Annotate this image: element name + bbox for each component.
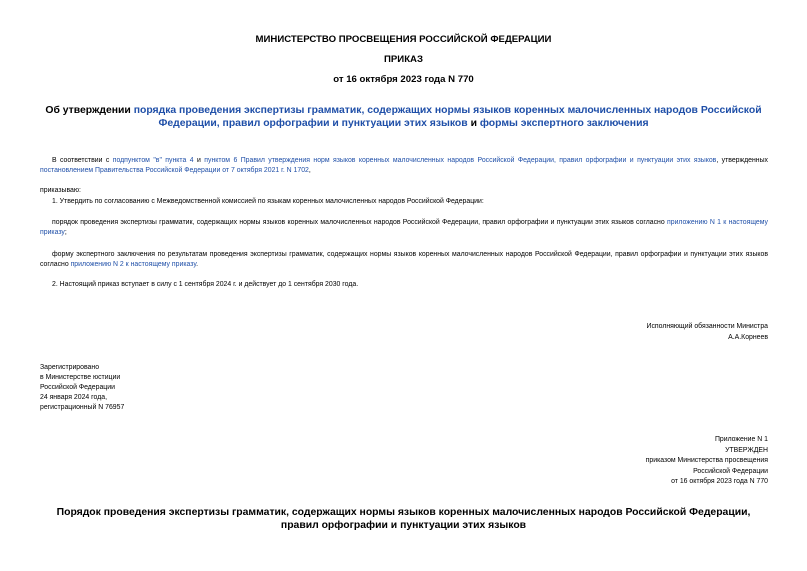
order-word: приказываю: bbox=[40, 187, 81, 194]
item-1-procedure-end: ; bbox=[64, 229, 67, 236]
signature-block bbox=[647, 322, 768, 343]
title-middle: и bbox=[470, 118, 477, 129]
registration-line-2: в Министерстве юстиции bbox=[40, 374, 121, 381]
preamble-paragraph bbox=[40, 156, 768, 176]
item-1-procedure bbox=[40, 218, 768, 238]
item-2: 2. Настоящий приказ вступает в силу с 1 сентября 2024 г. и действует до 1 сентября 2030 года. bbox=[52, 281, 359, 288]
registration-line-1: Зарегистрировано bbox=[40, 364, 100, 371]
item-1: 1. Утвердить по согласованию с Межведомственной комиссией по языкам коренных малочисленных народов Российской Федерации: bbox=[52, 198, 484, 205]
ministry-heading: МИНИСТЕРСТВО ПРОСВЕЩЕНИЯ РОССИЙСКОЙ ФЕДЕРАЦИИ bbox=[255, 34, 552, 45]
registration-line-3: Российской Федерации bbox=[40, 384, 115, 391]
signature-position: Исполняющий обязанности Министра bbox=[646, 323, 768, 330]
link-government-resolution[interactable]: постановлением Правительства Российской Федерации от 7 октября 2021 г. N 1702 bbox=[40, 167, 309, 174]
item-1-procedure-text: порядок проведения экспертизы грамматик, содержащих нормы языков коренных малочисленных народов Российской Федерации, правил орфографии и пунктуации этих языков согласно bbox=[52, 219, 665, 226]
preamble-text-1: В соответствии с bbox=[52, 157, 110, 164]
appendix-line-1: Приложение N 1 bbox=[714, 436, 768, 443]
item-1-form-end: . bbox=[196, 261, 199, 268]
preamble-text-3: , утвержденных bbox=[716, 157, 768, 164]
appendix-line-3: приказом Министерства просвещения bbox=[645, 457, 768, 464]
item-1-form-text: форму экспертного заключения по результатам проведения экспертизы грамматик, содержащих нормы языков коренных малочисленных народов Российской Федерации, правил орфографии и пунктуации этих языков согласно bbox=[40, 251, 768, 268]
appendix-line-5: от 16 октября 2023 года N 770 bbox=[671, 478, 768, 485]
link-subpoint-v-point-4[interactable]: подпунктом "в" пункта 4 bbox=[112, 157, 194, 164]
appendix-approval-block bbox=[646, 435, 768, 488]
document-title bbox=[40, 104, 767, 130]
preamble-text-4: , bbox=[308, 167, 311, 174]
appendix-line-4: Российской Федерации bbox=[693, 467, 768, 475]
title-prefix: Об утверждении bbox=[45, 105, 131, 116]
registration-line-5: регистрационный N 76957 bbox=[40, 404, 125, 411]
title-link-form[interactable]: формы экспертного заключения bbox=[479, 118, 649, 129]
appendix-line-2: УТВЕРЖДЕН bbox=[725, 446, 768, 454]
signature-name: А.А.Корнеев bbox=[728, 333, 768, 341]
registration-block bbox=[40, 363, 124, 413]
document-date-number: от 16 октября 2023 года N 770 bbox=[333, 74, 474, 85]
link-point-6-rules[interactable]: пунктом 6 Правил утверждения норм языков коренных малочисленных народов Российской Федерации, правил орфографии и пунктуации этих языков bbox=[204, 157, 717, 164]
link-appendix-1[interactable]: приложению N 1 к настоящему приказу bbox=[40, 219, 768, 236]
appendix-title: Порядок проведения экспертизы грамматик, содержащих нормы языков коренных малочисленных народов Российской Федерации, правил орфографии и пунктуации этих языков bbox=[56, 507, 751, 531]
preamble-text-2: и bbox=[197, 157, 201, 164]
link-appendix-2[interactable]: приложению N 2 к настоящему приказу bbox=[70, 261, 197, 268]
item-1-form bbox=[40, 250, 768, 270]
registration-line-4: 24 января 2024 года, bbox=[40, 394, 107, 401]
title-link-procedure[interactable]: порядка проведения экспертизы грамматик, содержащих нормы языков коренных малочисленных народов Российской Федерации, правил орфографии и пунктуации этих языков bbox=[133, 105, 762, 129]
document-type: ПРИКАЗ bbox=[384, 54, 423, 65]
